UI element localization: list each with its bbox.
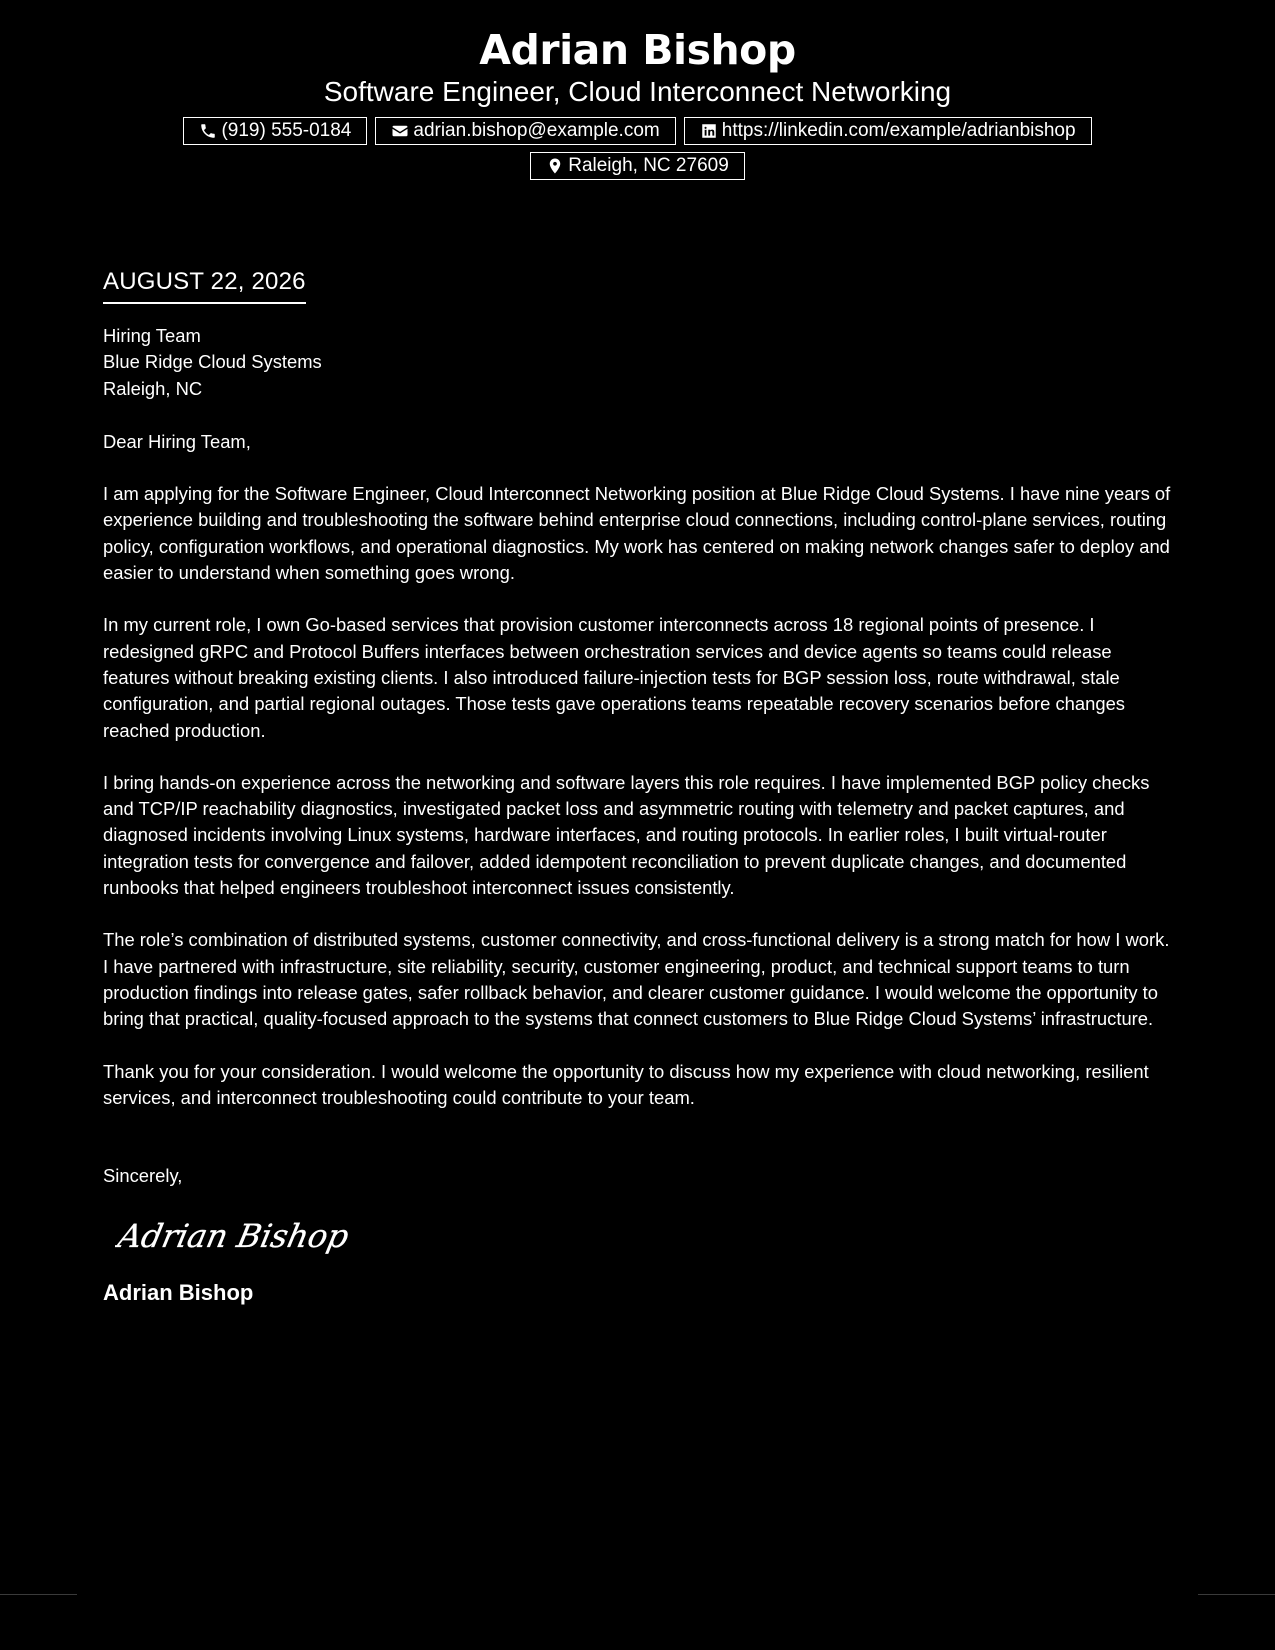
recipient-line: Raleigh, NC	[103, 377, 203, 399]
contact-email-text: adrian.bishop@example.com	[413, 120, 660, 141]
map-marker-icon	[546, 157, 564, 175]
sender-job-title: Software Engineer, Cloud Interconnect Networking	[323, 76, 952, 107]
signer-name: Adrian Bishop	[103, 1280, 254, 1306]
contact-row-2	[0, 152, 1275, 180]
letter-date: AUGUST 22, 2026	[103, 265, 306, 304]
closing: Sincerely,	[103, 1165, 183, 1187]
body-paragraph: I bring hands-on experience across the networking and software layers this role requires. I have implemented BGP policy checks and TCP/IP reachability diagnostics, investigated packet loss and asymmetric routing with telemetry and packet captures, and diagnosed incidents involving Linux systems, hardware interfaces, and routing protocols. In earlier roles, I built virtual-router integration tests for convergence and failover, added idempotent reconciliation to prevent duplicate changes, and documented runbooks that helped engineers troubleshoot interconnect issues consistently.	[103, 771, 1150, 899]
linkedin-icon	[700, 122, 718, 140]
recipient-block	[103, 323, 1173, 402]
recipient-line: Hiring Team	[103, 325, 201, 346]
contact-linkedin[interactable]	[684, 117, 1092, 145]
contact-phone-text: (919) 555-0184	[221, 120, 352, 141]
body-paragraph: In my current role, I own Go-based services that provision customer interconnects across 18 regional points of presence. I redesigned gRPC and Protocol Buffers interfaces between orchestration services and device agents so teams could release features without breaking existing clients. I also introduced failure-injection tests for BGP session loss, route withdrawal, stale configuration, and partial regional outages. Those tests gave operations teams repeatable recovery scenarios before changes reached production.	[103, 614, 1125, 741]
recipient-line: Blue Ridge Cloud Systems	[103, 351, 322, 373]
signature-image	[115, 1207, 355, 1263]
footer-divider-left	[0, 1594, 77, 1595]
letterhead	[0, 24, 1275, 180]
contact-phone[interactable]	[183, 117, 367, 145]
contact-linkedin-text: https://linkedin.com/example/adrianbishop	[721, 120, 1076, 141]
body-paragraph: Thank you for your consideration. I would welcome the opportunity to discuss how my experience with cloud networking, resilient services, and interconnect troubleshooting could contribute to your team.	[103, 1060, 1149, 1108]
contact-row	[0, 117, 1275, 145]
handwritten-signature	[115, 1207, 1173, 1263]
contact-email[interactable]	[375, 117, 675, 145]
svg-text:Adrian Bishop: Adrian Bishop	[115, 1217, 353, 1256]
phone-icon	[199, 122, 217, 140]
sender-name: Adrian Bishop	[479, 26, 796, 74]
salutation: Dear Hiring Team,	[103, 430, 251, 452]
body-paragraph: The role’s combination of distributed systems, customer connectivity, and cross-functional delivery is a strong match for how I work. I have partnered with infrastructure, site reliability, security, customer engineering, product, and technical support teams to turn production findings into release gates, safer rollback behavior, and clearer customer guidance. I would welcome the opportunity to bring that practical, quality-focused approach to the systems that connect customers to Blue Ridge Cloud Systems’ infrastructure.	[103, 929, 1170, 1030]
body-paragraph: I am applying for the Software Engineer, Cloud Interconnect Networking position at Blue Ridge Cloud Systems. I have nine years of experience building and troubleshooting the software behind enterprise cloud connections, including control-plane services, routing policy, configuration workflows, and operational diagnostics. My work has centered on making network changes safer to deploy and easier to understand when something goes wrong.	[103, 483, 1171, 584]
contact-location-text: Raleigh, NC 27609	[568, 155, 729, 176]
letter-body	[103, 265, 1173, 1307]
footer-divider-right	[1198, 1594, 1275, 1595]
contact-location	[530, 152, 745, 180]
envelope-icon	[391, 122, 409, 140]
